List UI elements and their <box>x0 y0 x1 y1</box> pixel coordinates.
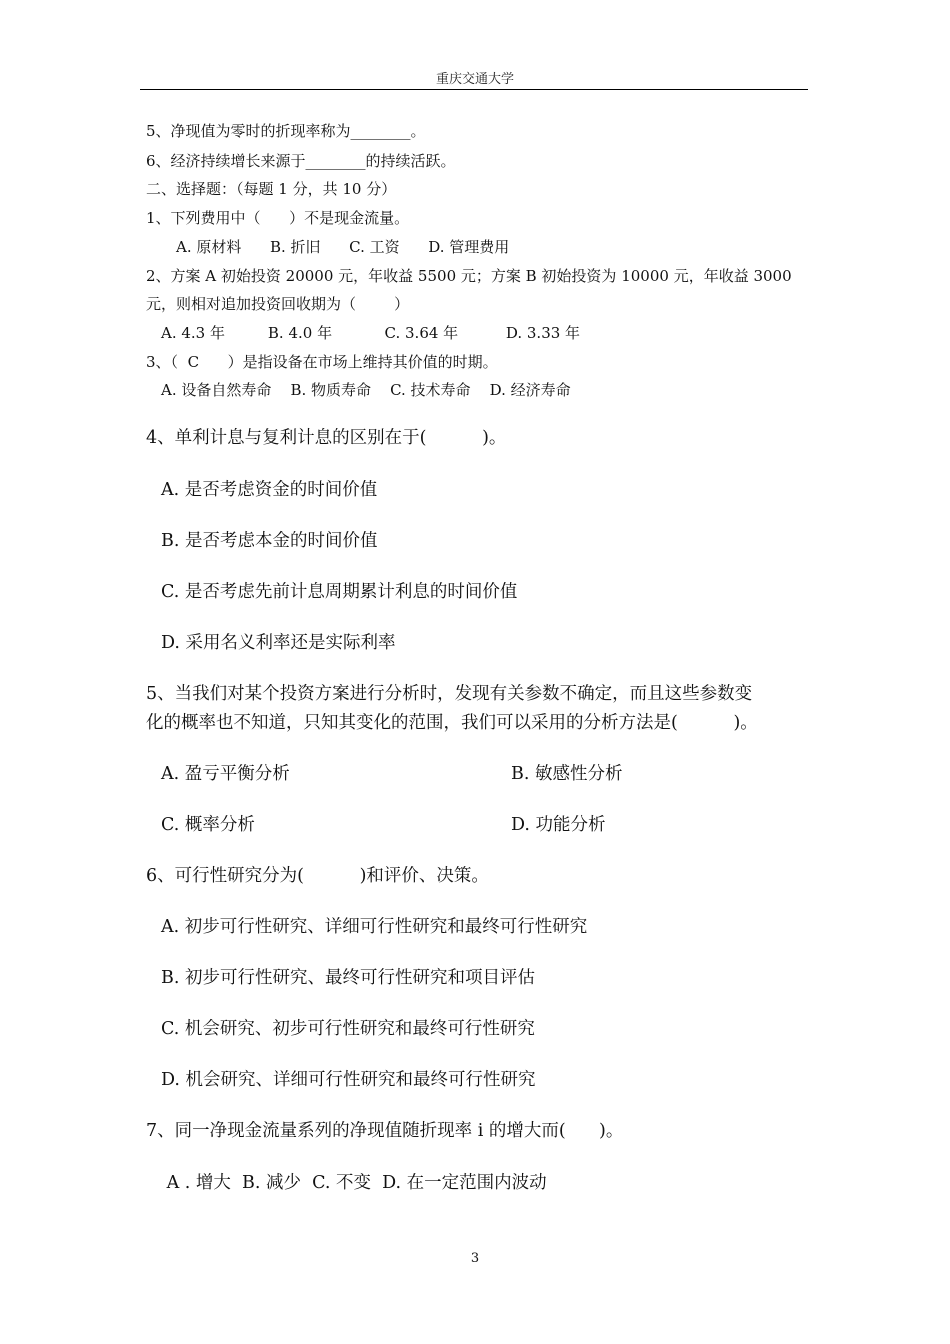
fill-question-5: 5、净现值为零时的折现率称为________。 <box>146 122 426 140</box>
choice-question-6-option-b: B. 初步可行性研究、最终可行性研究和项目评估 <box>161 968 535 988</box>
fill-question-6: 6、经济持续增长来源于________的持续活跃。 <box>146 152 456 170</box>
choice-question-6: 6、可行性研究分为( )和评价、决策。 <box>146 866 489 886</box>
page-header-title: 重庆交通大学 <box>435 72 514 87</box>
choice-question-3-options: A. 设备自然寿命 B. 物质寿命 C. 技术寿命 D. 经济寿命 <box>161 381 571 399</box>
choice-question-4-option-d: D. 采用名义利率还是实际利率 <box>161 633 396 653</box>
choice-question-1: 1、下列费用中（ ）不是现金流量。 <box>146 209 410 227</box>
header-rule <box>140 89 808 90</box>
choice-question-6-option-c: C. 机会研究、初步可行性研究和最终可行性研究 <box>161 1019 535 1039</box>
choice-question-5-option-c: C. 概率分析 <box>161 815 255 835</box>
choice-question-4: 4、单利计息与复利计息的区别在于( )。 <box>146 428 507 448</box>
choice-question-5-option-b: B. 敏感性分析 <box>511 764 623 784</box>
choice-question-4-option-b: B. 是否考虑本金的时间价值 <box>161 531 378 551</box>
choice-question-5-line1: 5、当我们对某个投资方案进行分析时，发现有关参数不确定，而且这些参数变 <box>146 684 753 704</box>
choice-question-1-options: A. 原材料 B. 折旧 C. 工资 D. 管理费用 <box>176 238 510 256</box>
choice-question-4-option-a: A. 是否考虑资金的时间价值 <box>161 480 378 500</box>
section-heading-choice: 二、选择题：（每题 1 分，共 10 分） <box>146 180 397 198</box>
choice-question-5-line2: 化的概率也不知道，只知其变化的范围，我们可以采用的分析方法是( )。 <box>146 713 758 733</box>
choice-question-2-line1: 2、方案 A 初始投资 20000 元，年收益 5500 元；方案 B 初始投资为 10000 元，年收益 3000 <box>146 267 792 285</box>
choice-question-6-option-d: D. 机会研究、详细可行性研究和最终可行性研究 <box>161 1070 536 1090</box>
choice-question-4-option-c: C. 是否考虑先前计息周期累计利息的时间价值 <box>161 582 518 602</box>
choice-question-2-line2: 元，则相对追加投资回收期为（ ） <box>146 295 410 313</box>
choice-question-2-options: A. 4.3 年 B. 4.0 年 C. 3.64 年 D. 3.33 年 <box>161 324 581 342</box>
choice-question-7-options: A . 增大 B. 减少 C. 不变 D. 在一定范围内波动 <box>161 1173 547 1193</box>
choice-question-5-option-a: A. 盈亏平衡分析 <box>161 764 290 784</box>
choice-question-3: 3、（ C ）是指设备在市场上维持其价值的时期。 <box>146 353 498 371</box>
choice-question-7: 7、同一净现金流量系列的净现值随折现率 i 的增大而( )。 <box>146 1121 624 1141</box>
choice-question-5-option-d: D. 功能分析 <box>511 815 606 835</box>
choice-question-6-option-a: A. 初步可行性研究、详细可行性研究和最终可行性研究 <box>161 917 588 937</box>
page-number: 3 <box>470 1251 480 1266</box>
